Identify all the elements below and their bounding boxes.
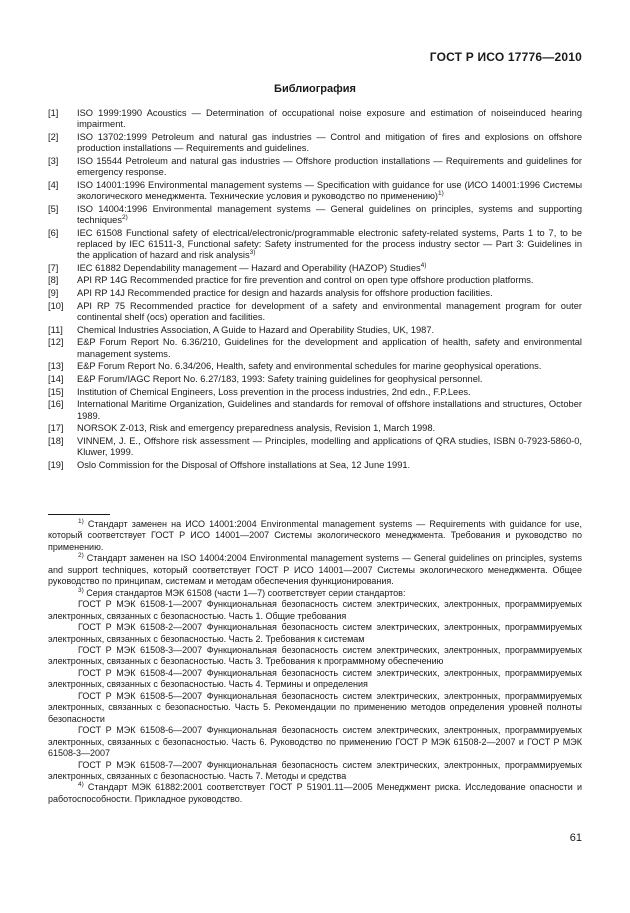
standard-code-header: ГОСТ Р ИСО 17776—2010 bbox=[429, 50, 582, 64]
reference-number: [11] bbox=[48, 324, 63, 335]
reference-number: [6] bbox=[48, 227, 59, 238]
reference-item bbox=[48, 337, 582, 359]
footnote bbox=[48, 725, 582, 759]
reference-number: [4] bbox=[48, 179, 59, 190]
reference-text-body: NORSOK Z-013, Risk and emergency preparedness analysis, Revision 1, March 1998. bbox=[77, 423, 436, 434]
reference-text bbox=[77, 460, 582, 471]
reference-number: [19] bbox=[48, 459, 64, 470]
reference-item bbox=[48, 325, 582, 336]
reference-text-body: IEC 61882 Dependability management — Hazard and Operability (HAZOP) Studies bbox=[77, 262, 421, 273]
reference-item bbox=[48, 361, 582, 372]
footnote bbox=[48, 668, 582, 691]
footnote-number: 1) bbox=[78, 518, 84, 525]
footnote-text: ГОСТ Р МЭК 61508-1—2007 Функциональная безопасность систем электрических, электронных, программируемых электронных, связанных с безопасностью. Часть 1. Общие требования bbox=[48, 599, 582, 621]
reference-item bbox=[48, 460, 582, 471]
footnote-marker: 3) bbox=[249, 248, 256, 256]
footnote bbox=[48, 622, 582, 645]
page-number: 61 bbox=[569, 832, 582, 844]
reference-number: [1] bbox=[48, 108, 59, 118]
reference-text-body: Chemical Industries Association, A Guide to Hazard and Operability Studies, UK, 1987. bbox=[77, 324, 435, 335]
footnote bbox=[48, 691, 582, 725]
reference-text bbox=[77, 263, 582, 274]
reference-item bbox=[48, 275, 582, 286]
reference-item bbox=[48, 301, 582, 323]
footnote bbox=[48, 760, 582, 783]
footnote-text: Серия стандартов МЭК 61508 (части 1—7) соответствует серии стандартов: bbox=[83, 587, 406, 598]
reference-text-body: ISO 13702:1999 Petroleum and natural gas industries — Control and mitigation of fires and explosions on offshore production installations — Requirements and guidelines. bbox=[77, 131, 582, 154]
footnote-marker: 2) bbox=[121, 213, 128, 221]
reference-text bbox=[77, 204, 582, 226]
reference-number: [12] bbox=[48, 337, 64, 348]
reference-number: [15] bbox=[48, 386, 64, 397]
reference-text-body: ISO 1999:1990 Acoustics — Determination of occupational noise exposure and estimation of noiseinduced hearing impairment. bbox=[77, 108, 582, 130]
reference-text bbox=[77, 361, 582, 372]
bibliography-title: Библиография bbox=[274, 83, 356, 95]
reference-number: [7] bbox=[48, 262, 59, 273]
reference-text-body: ISO 14004:1996 Environmental management systems — General guidelines on principles, systems and supporting techniques bbox=[77, 203, 582, 225]
footnote-separator bbox=[48, 514, 110, 515]
footnote bbox=[48, 588, 582, 599]
reference-item bbox=[48, 228, 582, 262]
footnote-text: Стандарт заменен на ИСО 14001:2004 Environmental management systems — Requirements with guidance for use, который соответствует ГОСТ Р ИСО 14001—2007 Системы экологического менеджмента. Требования и руководство по применению. bbox=[48, 519, 582, 552]
reference-text bbox=[77, 275, 582, 286]
reference-number: [3] bbox=[48, 155, 59, 166]
reference-text bbox=[77, 337, 582, 359]
reference-item bbox=[48, 263, 582, 274]
footnote-text: ГОСТ Р МЭК 61508-4—2007 Функциональная безопасность систем электрических, электронных, программируемых электронных, связанных с безопасностью. Часть 4. Термины и определения bbox=[48, 667, 582, 690]
reference-text bbox=[77, 399, 582, 421]
reference-text bbox=[77, 156, 582, 178]
reference-number: [14] bbox=[48, 373, 64, 384]
footnote-text: Стандарт заменен на ISO 14004:2004 Environmental management systems — General guidelines on principles, systems and support techniques, который соответствует ГОСТ Р ИСО 14001—2007 Системы экологического менеджмента. Общее руководство по принципам, системам и методам обеспечения функционирования. bbox=[48, 553, 582, 587]
reference-text-body: IEC 61508 Functional safety of electrical/electronic/programmable electronic safety-related systems, Parts 1 to 7, to be replaced by IEC 61511-3, Functional safety: Safety instrumented for the process industry sector — Part 3: Guidelines in the application of hazard and risk analysis bbox=[77, 227, 582, 260]
reference-text-body: Institution of Chemical Engineers, Loss prevention in the process industries, 2nd edn., F.P.Lees. bbox=[77, 386, 471, 397]
reference-item bbox=[48, 180, 582, 202]
reference-text bbox=[77, 228, 582, 262]
reference-item bbox=[48, 204, 582, 226]
footnote-number: 4) bbox=[78, 781, 84, 789]
footnote-number: 3) bbox=[78, 586, 84, 594]
reference-number: [13] bbox=[48, 361, 64, 372]
reference-text-body: ISO 15544 Petroleum and natural gas industries — Offshore production installations — Requirements and guidelines for emergency response. bbox=[77, 155, 582, 178]
reference-item bbox=[48, 399, 582, 421]
reference-text bbox=[77, 108, 582, 130]
reference-item bbox=[48, 156, 582, 178]
footnote bbox=[48, 782, 582, 805]
reference-text-body: VINNEM, J. E., Offshore risk assessment — Principles, modelling and applications of QRA studies, ISBN 0-7923-5860-0, Kluwer, 1999. bbox=[77, 435, 582, 458]
reference-item bbox=[48, 288, 582, 299]
reference-number: [9] bbox=[48, 288, 59, 299]
footnote-marker: 4) bbox=[420, 261, 427, 269]
reference-text bbox=[77, 387, 582, 398]
footnote-text: ГОСТ Р МЭК 61508-5—2007 Функциональная безопасность систем электрических, электронных, программируемых электронных, связанных с безопасностью. Часть 5. Рекомендации по применению методов определения уровней полноты безопасности bbox=[48, 690, 582, 724]
reference-text-body: Oslo Commission for the Disposal of Offshore installations at Sea, 12 June 1991. bbox=[77, 459, 411, 470]
reference-text-body: International Maritime Organization, Guidelines and standards for removal of offshore installations and structures, October 1989. bbox=[77, 399, 582, 421]
reference-text bbox=[77, 423, 582, 434]
reference-text bbox=[77, 132, 582, 154]
footnote bbox=[48, 645, 582, 668]
footnotes bbox=[48, 519, 582, 805]
reference-text bbox=[77, 180, 582, 202]
reference-text bbox=[77, 288, 582, 299]
reference-text-body: API RP 14G Recommended practice for fire prevention and control on open type offshore production platforms. bbox=[77, 275, 534, 286]
reference-text-body: E&P Forum Report No. 6.36/210, Guidelines for the development and application of health, safety and environmental management systems. bbox=[77, 337, 582, 359]
reference-number: [5] bbox=[48, 203, 59, 214]
footnote-number: 2) bbox=[78, 552, 84, 560]
reference-text-body: E&P Forum Report No. 6.34/206, Health, safety and environmental schedules for marine geophysical operations. bbox=[77, 361, 542, 372]
reference-item bbox=[48, 423, 582, 434]
footnote bbox=[48, 599, 582, 622]
reference-item bbox=[48, 387, 582, 398]
footnote-text: ГОСТ Р МЭК 61508-3—2007 Функциональная безопасность систем электрических, электронных, программируемых электронных, связанных с безопасностью. Часть 3. Требования к программному обеспечению bbox=[48, 644, 582, 667]
footnote-text: Стандарт МЭК 61882:2001 соответствует ГОСТ Р 51901.11—2005 Менеджмент риска. Исследование опасности и работоспособности. Прикладное руководство. bbox=[48, 782, 582, 804]
reference-text bbox=[77, 374, 582, 385]
reference-text-body: API RP 14J Recommended practice for design and hazards analysis for offshore production facilities. bbox=[77, 288, 493, 299]
reference-number: [17] bbox=[48, 423, 64, 434]
reference-number: [2] bbox=[48, 131, 59, 142]
bibliography-list bbox=[48, 108, 582, 473]
reference-text bbox=[77, 301, 582, 323]
reference-item bbox=[48, 132, 582, 154]
footnote-text: ГОСТ Р МЭК 61508-2—2007 Функциональная безопасность систем электрических, электронных, программируемых электронных, связанных с безопасностью. Часть 2. Требования к системам bbox=[48, 622, 582, 644]
footnote bbox=[48, 553, 582, 587]
footnote-text: ГОСТ Р МЭК 61508-6—2007 Функциональная безопасность систем электрических, электронных, программируемых электронных, связанных с безопасностью. Часть 6. Руководство по применению ГОСТ Р МЭК 61508-2—2007 и ГОСТ Р МЭК 61508-3—2007 bbox=[48, 725, 582, 759]
footnote-marker: 1) bbox=[438, 189, 444, 197]
reference-text-body: API RP 75 Recommended practice for development of a safety and environmental management program for outer continental shelf (ocs) operation and facilities. bbox=[77, 300, 582, 322]
reference-item bbox=[48, 436, 582, 458]
reference-text-body: ISO 14001:1996 Environmental management systems — Specification with guidance for use (ИСО 14001:1996 Системы экологического менеджмента. Технические условия и руководство по применению) bbox=[77, 179, 582, 201]
reference-text-body: E&P Forum/IAGC Report No. 6.27/183, 1993: Safety training guidelines for geophysical personnel. bbox=[77, 373, 483, 384]
reference-item bbox=[48, 374, 582, 385]
footnote-text: ГОСТ Р МЭК 61508-7—2007 Функциональная безопасность систем электрических, электронных, программируемых электронных, связанных с безопасностью. Часть 7. Методы и средства bbox=[48, 759, 582, 781]
reference-item bbox=[48, 108, 582, 130]
reference-text bbox=[77, 436, 582, 458]
reference-number: [16] bbox=[48, 399, 64, 410]
reference-number: [18] bbox=[48, 435, 64, 446]
reference-text bbox=[77, 325, 582, 336]
reference-number: [10] bbox=[48, 300, 64, 311]
reference-number: [8] bbox=[48, 275, 59, 286]
footnote bbox=[48, 519, 582, 553]
